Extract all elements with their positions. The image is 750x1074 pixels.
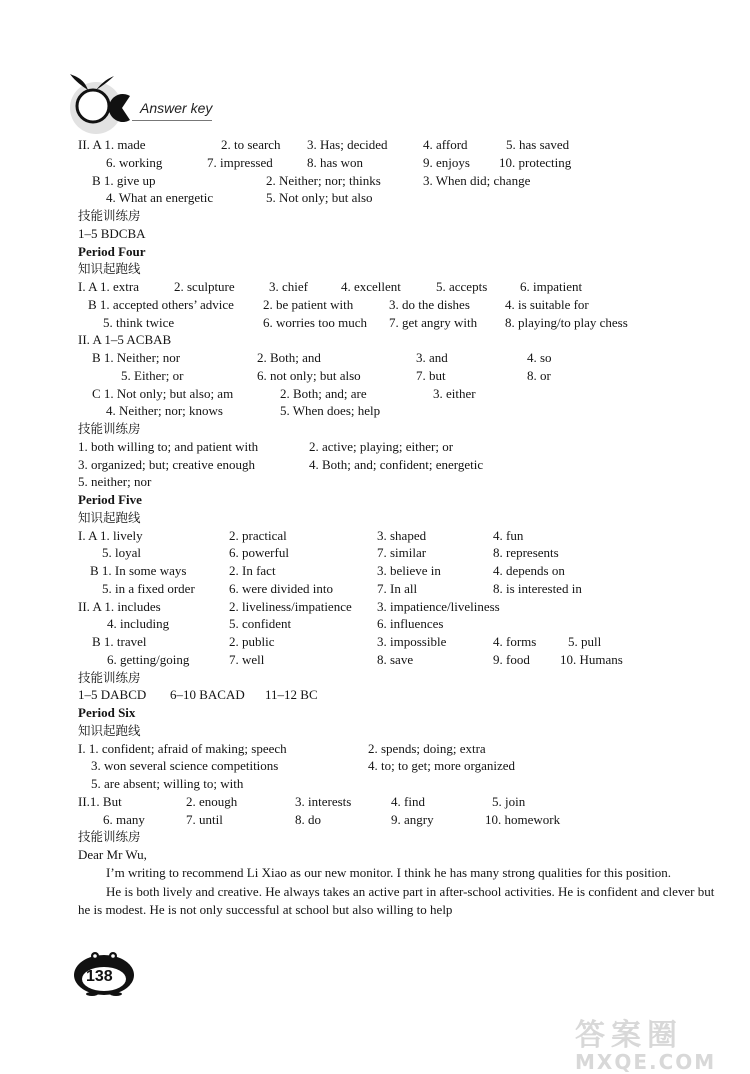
answer-line: [78, 775, 718, 793]
section-heading: [78, 828, 718, 846]
answer-item: II. A 1. made: [78, 137, 146, 152]
answer-item: 4. so: [527, 350, 552, 365]
answer-line: [78, 615, 718, 633]
answer-item: I. A 1. lively: [78, 527, 143, 543]
answer-item: 7. but: [416, 367, 446, 383]
answer-item: 4. find: [391, 793, 425, 809]
answer-line: [78, 225, 718, 243]
answer-item: 7. In all: [377, 580, 418, 596]
answer-item: 3. When did; change: [423, 172, 531, 188]
answer-line: [78, 811, 718, 829]
answer-item: 4. Both; and; confident; energetic: [309, 456, 484, 472]
section-heading: [78, 509, 718, 527]
answer-item: 6. worries too much: [263, 314, 367, 330]
answer-item: 4. to; to get; more organized: [368, 758, 516, 774]
answer-line: [78, 527, 718, 545]
period-title: [78, 704, 718, 722]
answer-item: 4. afford: [423, 137, 468, 152]
answer-item: 8. has won: [307, 154, 363, 170]
answer-item: 8. or: [527, 367, 551, 383]
answer-item: 9. food: [493, 651, 530, 667]
answer-item: 9. angry: [391, 811, 434, 827]
answer-item: 11–12 BC: [265, 687, 318, 703]
warmup-heading: 知识起跑线: [78, 722, 141, 738]
answer-item: 5. Not only; but also: [266, 190, 373, 206]
answer-item: 1–5 BDCBA: [78, 225, 146, 241]
watermark-url: MXQE.COM: [575, 1050, 717, 1074]
skill-heading: 技能训练房: [78, 421, 141, 436]
answer-line: [78, 349, 718, 367]
answer-item: 3. chief: [269, 279, 308, 294]
answer-item: I. A 1. extra: [78, 279, 140, 294]
answer-item: 8. playing/to play chess: [505, 314, 628, 330]
answer-item: 6. working: [106, 154, 163, 170]
answer-item: 8. is interested in: [493, 580, 582, 596]
answer-line: [78, 757, 718, 775]
answer-line: [78, 189, 718, 207]
answer-item: 5. has saved: [506, 137, 570, 152]
answer-item: 8. save: [377, 651, 414, 667]
answer-item: 10. Humans: [560, 651, 623, 667]
section-heading: [78, 260, 718, 278]
answer-item: 2. liveliness/impatience: [229, 598, 352, 614]
answer-item: 10. homework: [485, 811, 561, 827]
answer-line: [78, 296, 718, 314]
section-heading: [78, 669, 718, 687]
answer-item: 2. enough: [186, 793, 238, 809]
answer-item: 6. powerful: [229, 545, 289, 561]
section-heading: [78, 207, 718, 225]
watermark: [575, 1010, 745, 1074]
answer-item: 2. Neither; nor; thinks: [266, 172, 381, 188]
answer-item: 4. depends on: [493, 563, 565, 578]
answer-item: 7. well: [229, 651, 265, 667]
answer-item: 6. influences: [377, 616, 444, 632]
answer-item: II. A 1–5 ACBAB: [78, 332, 172, 348]
answer-item: 6. getting/going: [107, 651, 190, 667]
answer-item: 3. interests: [295, 793, 352, 809]
answer-item: B 1. travel: [92, 634, 147, 649]
answer-item: 3. Has; decided: [307, 137, 388, 152]
period-six-title: Period Six: [78, 705, 136, 720]
answer-line: [78, 544, 718, 562]
answer-item: 8. represents: [493, 545, 559, 561]
answer-line: [78, 740, 718, 758]
answer-item: 4. including: [107, 616, 170, 632]
answer-line: [78, 580, 718, 598]
answer-item: B 1. accepted others’ advice: [88, 296, 234, 312]
answer-item: 2. to search: [221, 137, 281, 152]
answer-item: 3. won several science competitions: [91, 758, 279, 774]
answer-line: [78, 793, 718, 811]
answer-line: [78, 136, 718, 154]
letter-greeting: Dear Mr Wu,: [78, 847, 147, 862]
answer-item: B 1. Neither; nor: [92, 350, 181, 365]
answer-item: 3. and: [416, 350, 448, 365]
answer-item: B 1. In some ways: [90, 563, 187, 578]
answer-item: 6. not only; but also: [257, 367, 361, 383]
answer-item: 2. In fact: [229, 563, 276, 578]
answer-item: 10. protecting: [499, 154, 572, 170]
answer-item: 4. excellent: [341, 279, 401, 294]
period-four-title: Period Four: [78, 243, 146, 259]
letter-paragraph: I’m writing to recommend Li Xiao as our new monitor. I think he has many strong qualities for this position.: [106, 864, 672, 880]
answer-item: 6–10 BACAD: [170, 687, 245, 703]
header-title: Answer key: [140, 100, 213, 116]
answer-line: [78, 367, 718, 385]
answer-item: 2. public: [229, 634, 275, 649]
answer-item: 3. shaped: [377, 527, 427, 543]
answer-item: 2. Both; and: [257, 350, 321, 365]
answer-item: 5. think twice: [103, 314, 175, 330]
answer-item: 4. forms: [493, 634, 537, 649]
answer-item: 3. impatience/liveliness: [377, 598, 500, 614]
answer-line: [78, 278, 718, 296]
answer-item: 3. organized; but; creative enough: [78, 456, 256, 472]
answer-item: 1. both willing to; and patient with: [78, 438, 259, 454]
period-title: [78, 243, 718, 261]
answer-item: 5. in a fixed order: [102, 580, 195, 596]
answer-item: 7. similar: [377, 545, 427, 561]
section-heading: [78, 722, 718, 740]
watermark-text: 答案圈: [575, 1018, 683, 1053]
answer-item: 2. Both; and; are: [280, 385, 367, 401]
answer-item: 4. is suitable for: [505, 296, 589, 312]
answer-item: 5. are absent; willing to; with: [91, 776, 244, 791]
answer-line: [78, 633, 718, 651]
answer-item: 7. get angry with: [389, 314, 478, 330]
answer-item: 3. believe in: [377, 563, 441, 578]
answer-item: 4. fun: [493, 527, 524, 543]
answer-item: 2. active; playing; either; or: [309, 438, 454, 454]
warmup-heading: 知识起跑线: [78, 261, 141, 277]
period-title: [78, 491, 718, 509]
header-underline: [132, 120, 212, 121]
answer-line: [78, 438, 718, 456]
answer-key-header: [60, 68, 240, 138]
answer-item: 5. loyal: [102, 545, 141, 561]
answer-item: 2. sculpture: [174, 279, 235, 294]
answer-line: [78, 331, 718, 349]
answer-line: [78, 402, 718, 420]
warmup-heading: 知识起跑线: [78, 509, 141, 525]
answer-item: 7. until: [186, 811, 223, 827]
section-heading: [78, 420, 718, 438]
answer-item: II.1. But: [78, 793, 122, 809]
answer-line: [78, 562, 718, 580]
answer-line: [78, 154, 718, 172]
answer-item: 1–5 DABCD: [78, 687, 147, 703]
answer-item: 3. impossible: [377, 634, 447, 649]
answer-item: B 1. give up: [92, 172, 156, 188]
answer-item: 5. When does; help: [280, 403, 381, 419]
letter-paragraph: He is both lively and creative. He always takes an active part in after-school activities. He is confident and clever but he is modest. He is not only successful at school but also willing to help: [78, 884, 715, 917]
answer-line: [78, 598, 718, 616]
skill-heading: 技能训练房: [78, 669, 141, 685]
answer-item: 8. do: [295, 811, 321, 827]
period-five-title: Period Five: [78, 492, 142, 507]
skill-heading: 技能训练房: [78, 208, 141, 223]
answer-item: 3. either: [433, 385, 476, 401]
answer-item: 4. What an energetic: [106, 190, 214, 206]
answer-item: 6. were divided into: [229, 580, 333, 596]
answer-item: 5. neither; nor: [78, 474, 152, 490]
answer-line: [78, 456, 718, 474]
answer-item: 6. many: [103, 811, 145, 827]
page-number-badge: [72, 948, 136, 996]
answer-item: 9. enjoys: [423, 154, 470, 170]
answer-item: 2. be patient with: [263, 296, 354, 312]
page-number: 138: [86, 968, 113, 985]
answer-item: 7. impressed: [207, 154, 273, 170]
answer-line: [78, 686, 718, 704]
answer-line: [78, 385, 718, 403]
answer-line: [78, 651, 718, 669]
answer-item: 5. confident: [229, 616, 292, 632]
answer-item: 4. Neither; nor; knows: [106, 403, 223, 419]
answer-item: 2. spends; doing; extra: [368, 740, 486, 756]
answer-content: [78, 136, 718, 919]
answer-item: 3. do the dishes: [389, 296, 470, 312]
skill-heading: 技能训练房: [78, 829, 141, 845]
answer-item: 5. pull: [568, 634, 602, 649]
answer-item: 5. Either; or: [121, 367, 184, 383]
answer-item: 5. accepts: [436, 279, 488, 294]
answer-item: 2. practical: [229, 527, 287, 543]
answer-item: 5. join: [492, 793, 526, 809]
answer-item: I. 1. confident; afraid of making; speech: [78, 740, 287, 756]
answer-item: 6. impatient: [520, 279, 583, 294]
answer-line: [78, 172, 718, 190]
answer-line: [78, 314, 718, 332]
answer-item: II. A 1. includes: [78, 598, 161, 614]
answer-item: C 1. Not only; but also; am: [92, 385, 234, 401]
answer-line: [78, 473, 718, 491]
